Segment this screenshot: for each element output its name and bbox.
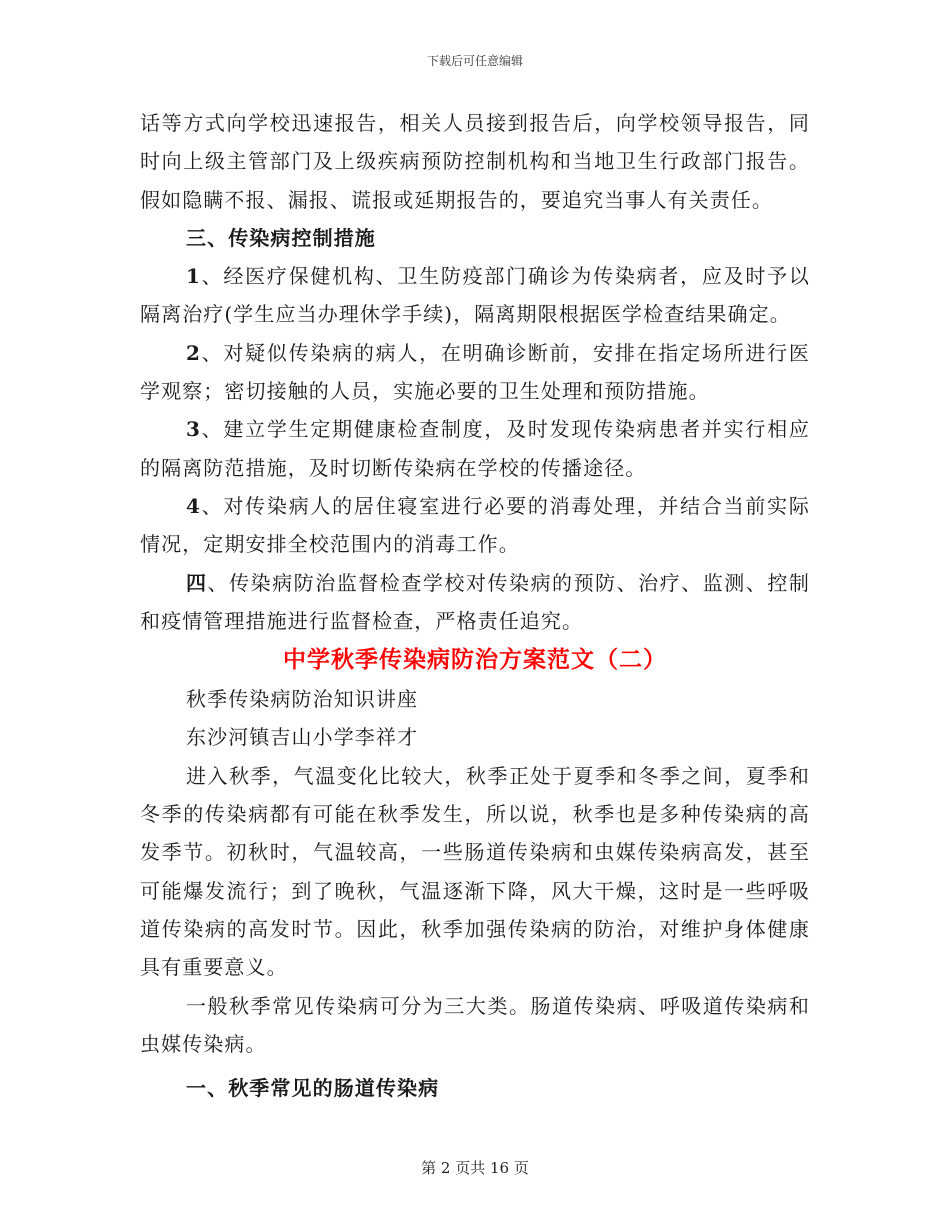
paragraph-supervision	[140, 564, 810, 641]
paragraph-intro: 进入秋季，气温变化比较大，秋季正处于夏季和冬季之间，夏季和冬季的传染病都有可能在秋季发生，所以说，秋季也是多种传染病的高发季节。初秋时，气温较高，一些肠道传染病和虫媒传染病高发，甚至可能爆发流行；到了晚秋，气温逐渐下降，风大干燥，这时是一些呼吸道传染病的高发时节。因此，秋季加强传染病的防治，对维护身体健康具有重要意义。	[140, 763, 810, 980]
list-item-2-number: 2	[186, 340, 202, 365]
document-body	[140, 104, 810, 1107]
section-title: 中学秋季传染病防治方案范文（二）	[283, 646, 667, 674]
list-item-1-text: 、经医疗保健机构、卫生防疫部门确诊为传染病者，应及时予以隔离治疗(学生应当办理休学手续)，隔离期限根据医学检查结果确定。	[140, 264, 810, 327]
supervision-text: 、传染病防治监督检查学校对传染病的预防、治疗、监测、控制和疫情管理措施进行监督检查，严格责任追究。	[140, 570, 810, 633]
paragraph-report: 话等方式向学校迅速报告，相关人员接到报告后，向学校领导报告，同时向上级主管部门及上级疾病预防控制机构和当地卫生行政部门报告。假如隐瞒不报、漏报、谎报或延期报告的，要追究当事人有关责任。	[140, 111, 810, 212]
list-item-1	[140, 257, 810, 334]
list-item-4-text: 、对传染病人的居住寝室进行必要的消毒处理，并结合当前实际情况，定期安排全校范围内的消毒工作。	[140, 493, 810, 557]
list-item-2	[140, 334, 810, 411]
list-item-1-number: 1	[186, 264, 202, 289]
supervision-lead: 四	[186, 570, 208, 595]
page-footer: 第 2 页共 16 页	[421, 1159, 529, 1177]
header-note: 下载后可任意编辑	[426, 54, 523, 68]
list-item-3-text: 、建立学生定期健康检查制度，及时发现传染病患者并实行相应的隔离防范措施，及时切断传染病在学校的传播途径。	[140, 417, 810, 480]
author-line: 东沙河镇吉山小学李祥才	[186, 725, 419, 750]
heading-control-measures: 三、传染病控制措施	[186, 225, 376, 250]
list-item-3	[140, 410, 810, 487]
lecture-title: 秋季传染病防治知识讲座	[186, 687, 419, 712]
heading-intestinal: 一、秋季常见的肠道传染病	[186, 1076, 440, 1101]
list-item-2-text: 、对疑似传染病的病人，在明确诊断前，安排在指定场所进行医学观察；密切接触的人员，实施必要的卫生处理和预防措施。	[140, 340, 810, 404]
paragraph-types: 一般秋季常见传染病可分为三大类。肠道传染病、呼吸道传染病和虫媒传染病。	[140, 993, 810, 1056]
list-item-4-number: 4	[186, 493, 202, 518]
list-item-4	[140, 487, 810, 564]
list-item-3-number: 3	[186, 417, 202, 442]
